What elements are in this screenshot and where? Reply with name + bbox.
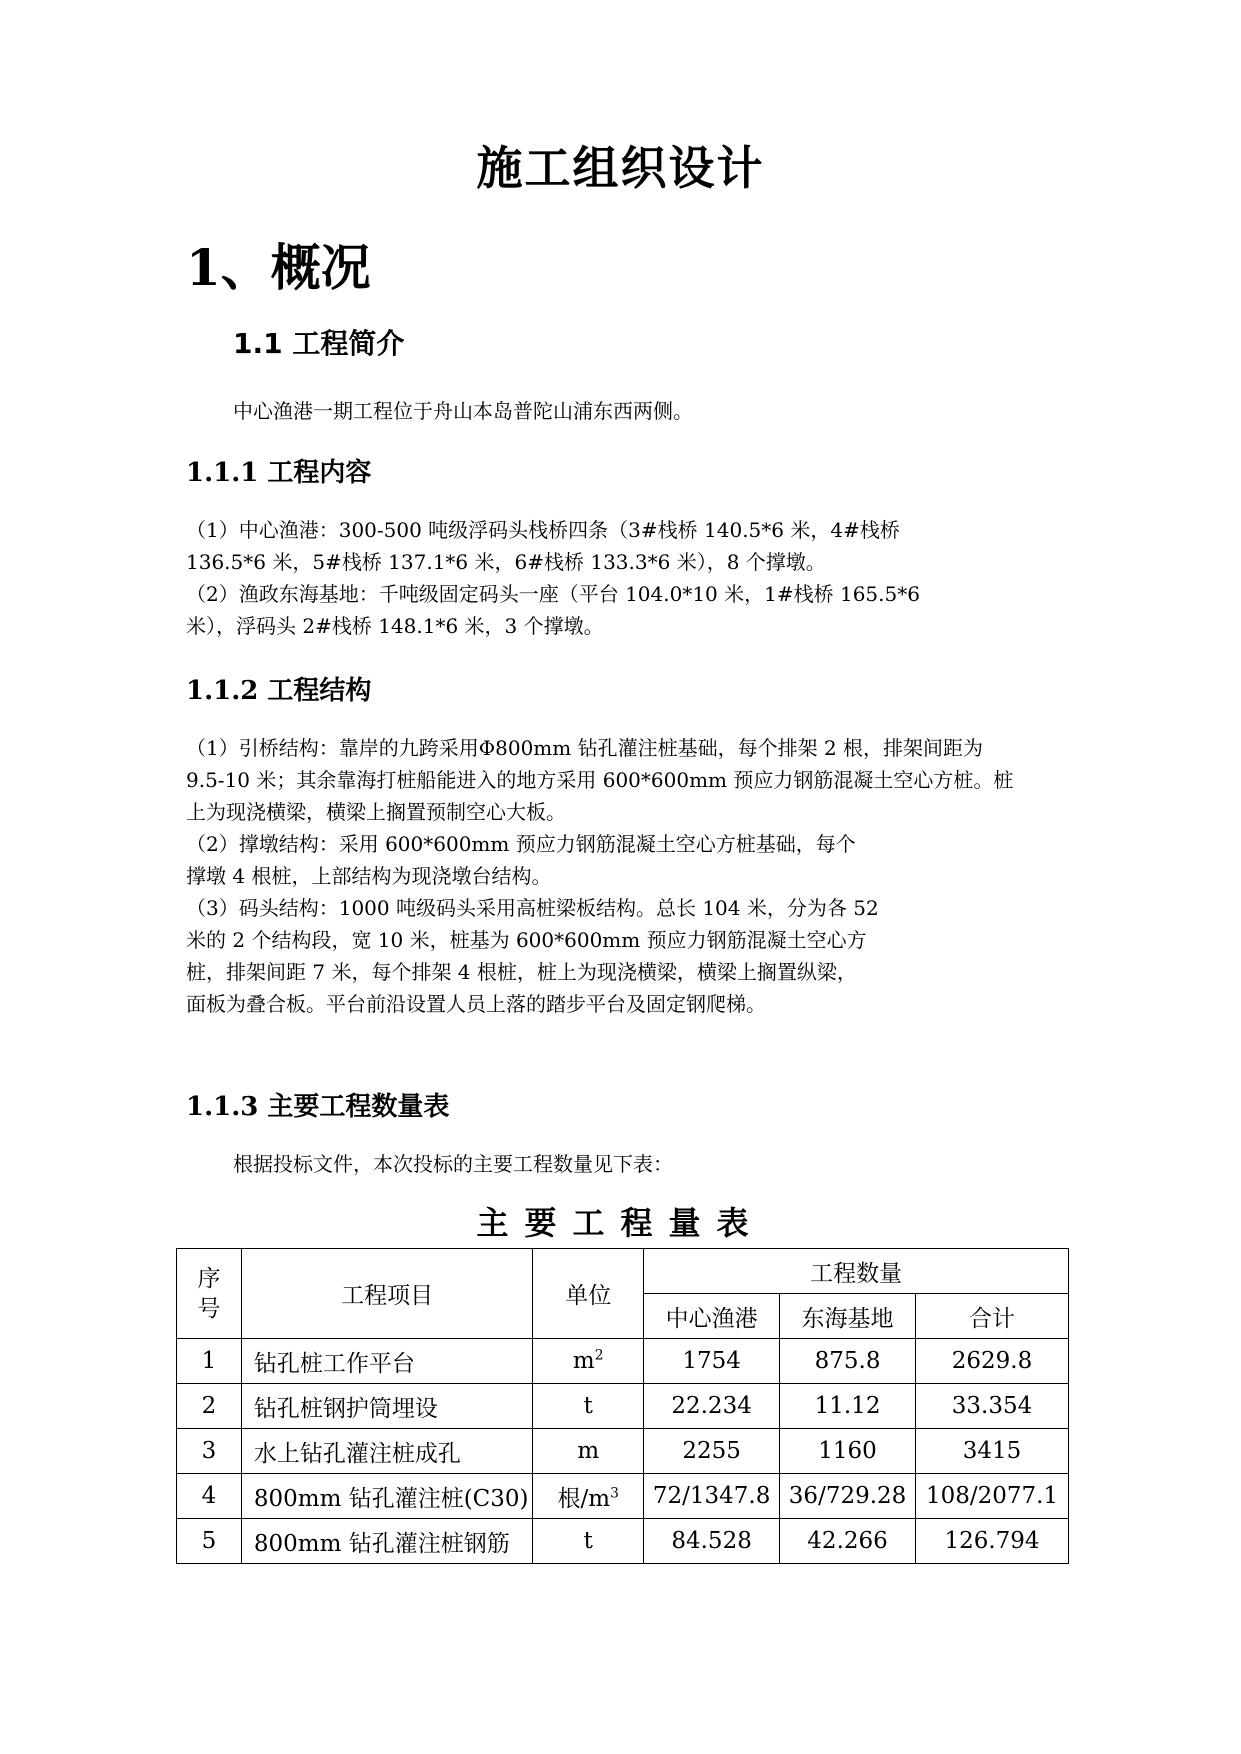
section-heading-1-1: 1.1 工程简介 <box>233 327 405 360</box>
row-no: 5 <box>177 1519 242 1564</box>
structure-line: （2）撑墩结构：采用 600*600mm 预应力钢筋混凝土空心方桩基础，每个 <box>186 832 856 856</box>
unit-base: m <box>577 1438 600 1464</box>
content-line: （1）中心渔港：300-500 吨级浮码头栈桥四条（3#栈桥 140.5*6 米，4#栈桥 <box>186 518 900 542</box>
table-title: 主要工程量表 <box>476 1204 765 1242</box>
row-v1: 72/1347.8 <box>644 1474 780 1519</box>
row-v3: 2629.8 <box>916 1339 1069 1384</box>
row-v3: 33.354 <box>916 1384 1069 1429</box>
row-v2: 11.12 <box>780 1384 916 1429</box>
row-item: 钻孔桩工作平台 <box>241 1339 532 1384</box>
structure-line: （1）引桥结构：靠岸的九跨采用Φ800mm 钻孔灌注桩基础，每个排架 2 根，排架间距为 <box>186 736 984 760</box>
row-item: 800mm 钻孔灌注桩(C30) <box>241 1474 532 1519</box>
structure-paragraph <box>186 732 1013 1020</box>
structure-line: 上为现浇横梁，横梁上搁置预制空心大板。 <box>186 800 566 824</box>
content-line: 米），浮码头 2#栈桥 148.1*6 米，3 个撑墩。 <box>186 614 604 638</box>
row-no: 3 <box>177 1429 242 1474</box>
row-v2: 1160 <box>780 1429 916 1474</box>
row-unit <box>533 1384 644 1429</box>
table-row <box>177 1474 1069 1519</box>
structure-line: 撑墩 4 根桩，上部结构为现浇墩台结构。 <box>186 864 552 888</box>
row-item: 钻孔桩钢护筒埋设 <box>241 1384 532 1429</box>
table-row <box>177 1339 1069 1384</box>
header-unit: 单位 <box>533 1249 644 1339</box>
document-title: 施工组织设计 <box>476 141 765 195</box>
header-no-text: 序号 <box>197 1265 221 1322</box>
row-no: 1 <box>177 1339 242 1384</box>
row-no: 4 <box>177 1474 242 1519</box>
header-no <box>177 1249 242 1339</box>
row-v1: 22.234 <box>644 1384 780 1429</box>
row-no: 2 <box>177 1384 242 1429</box>
structure-line: （3）码头结构：1000 吨级码头采用高桩梁板结构。总长 104 米，分为各 52 <box>186 896 879 920</box>
unit-base: m <box>572 1348 595 1374</box>
row-item: 水上钻孔灌注桩成孔 <box>241 1429 532 1474</box>
section-heading-1-1-1: 1.1.1 工程内容 <box>186 458 372 488</box>
content-line: （2）渔政东海基地：千吨级固定码头一座（平台 104.0*10 米，1#栈桥 165.5*6 <box>186 582 920 606</box>
table-row <box>177 1384 1069 1429</box>
row-v3: 126.794 <box>916 1519 1069 1564</box>
header-col1: 中心渔港 <box>644 1294 780 1339</box>
row-unit <box>533 1339 644 1384</box>
structure-line: 面板为叠合板。平台前沿设置人员上落的踏步平台及固定钢爬梯。 <box>186 992 766 1016</box>
table-row <box>177 1429 1069 1474</box>
header-item: 工程项目 <box>241 1249 532 1339</box>
section-heading-1-1-3: 1.1.3 主要工程数量表 <box>186 1092 450 1122</box>
table-intro-text: 根据投标文件，本次投标的主要工程数量见下表： <box>233 1152 673 1176</box>
unit-sup: 3 <box>610 1484 619 1501</box>
row-unit <box>533 1429 644 1474</box>
header-col2: 东海基地 <box>780 1294 916 1339</box>
unit-base: 根/m <box>557 1485 611 1512</box>
content-line: 136.5*6 米，5#栈桥 137.1*6 米，6#栈桥 133.3*6 米），8 个撑墩。 <box>186 550 826 574</box>
table-header-row <box>177 1249 1069 1294</box>
unit-sup: 2 <box>594 1347 604 1364</box>
row-v1: 1754 <box>644 1339 780 1384</box>
row-v1: 84.528 <box>644 1519 780 1564</box>
header-col3: 合计 <box>916 1294 1069 1339</box>
row-unit <box>533 1519 644 1564</box>
structure-line: 9.5-10 米；其余靠海打桩船能进入的地方采用 600*600mm 预应力钢筋混凝土空心方桩。桩 <box>186 768 1014 792</box>
row-v3: 3415 <box>916 1429 1069 1474</box>
row-v2: 36/729.28 <box>780 1474 916 1519</box>
row-v1: 2255 <box>644 1429 780 1474</box>
quantity-table <box>176 1248 1069 1564</box>
unit-base: t <box>583 1528 593 1554</box>
section-heading-1-1-2: 1.1.2 工程结构 <box>186 676 372 706</box>
row-v2: 875.8 <box>780 1339 916 1384</box>
structure-line: 米的 2 个结构段，宽 10 米，桩基为 600*600mm 预应力钢筋混凝土空心方 <box>186 928 867 952</box>
content-paragraph <box>186 514 920 642</box>
section-heading-1: 1、概况 <box>186 238 371 297</box>
structure-line: 桩，排架间距 7 米，每个排架 4 根桩，桩上为现浇横梁，横梁上搁置纵梁， <box>186 960 857 984</box>
header-qty: 工程数量 <box>644 1249 1069 1294</box>
row-unit <box>533 1474 644 1519</box>
table-row <box>177 1519 1069 1564</box>
unit-base: t <box>583 1393 593 1419</box>
row-item: 800mm 钻孔灌注桩钢筋 <box>241 1519 532 1564</box>
intro-paragraph: 中心渔港一期工程位于舟山本岛普陀山浦东西两侧。 <box>233 399 693 423</box>
row-v3: 108/2077.1 <box>916 1474 1069 1519</box>
row-v2: 42.266 <box>780 1519 916 1564</box>
